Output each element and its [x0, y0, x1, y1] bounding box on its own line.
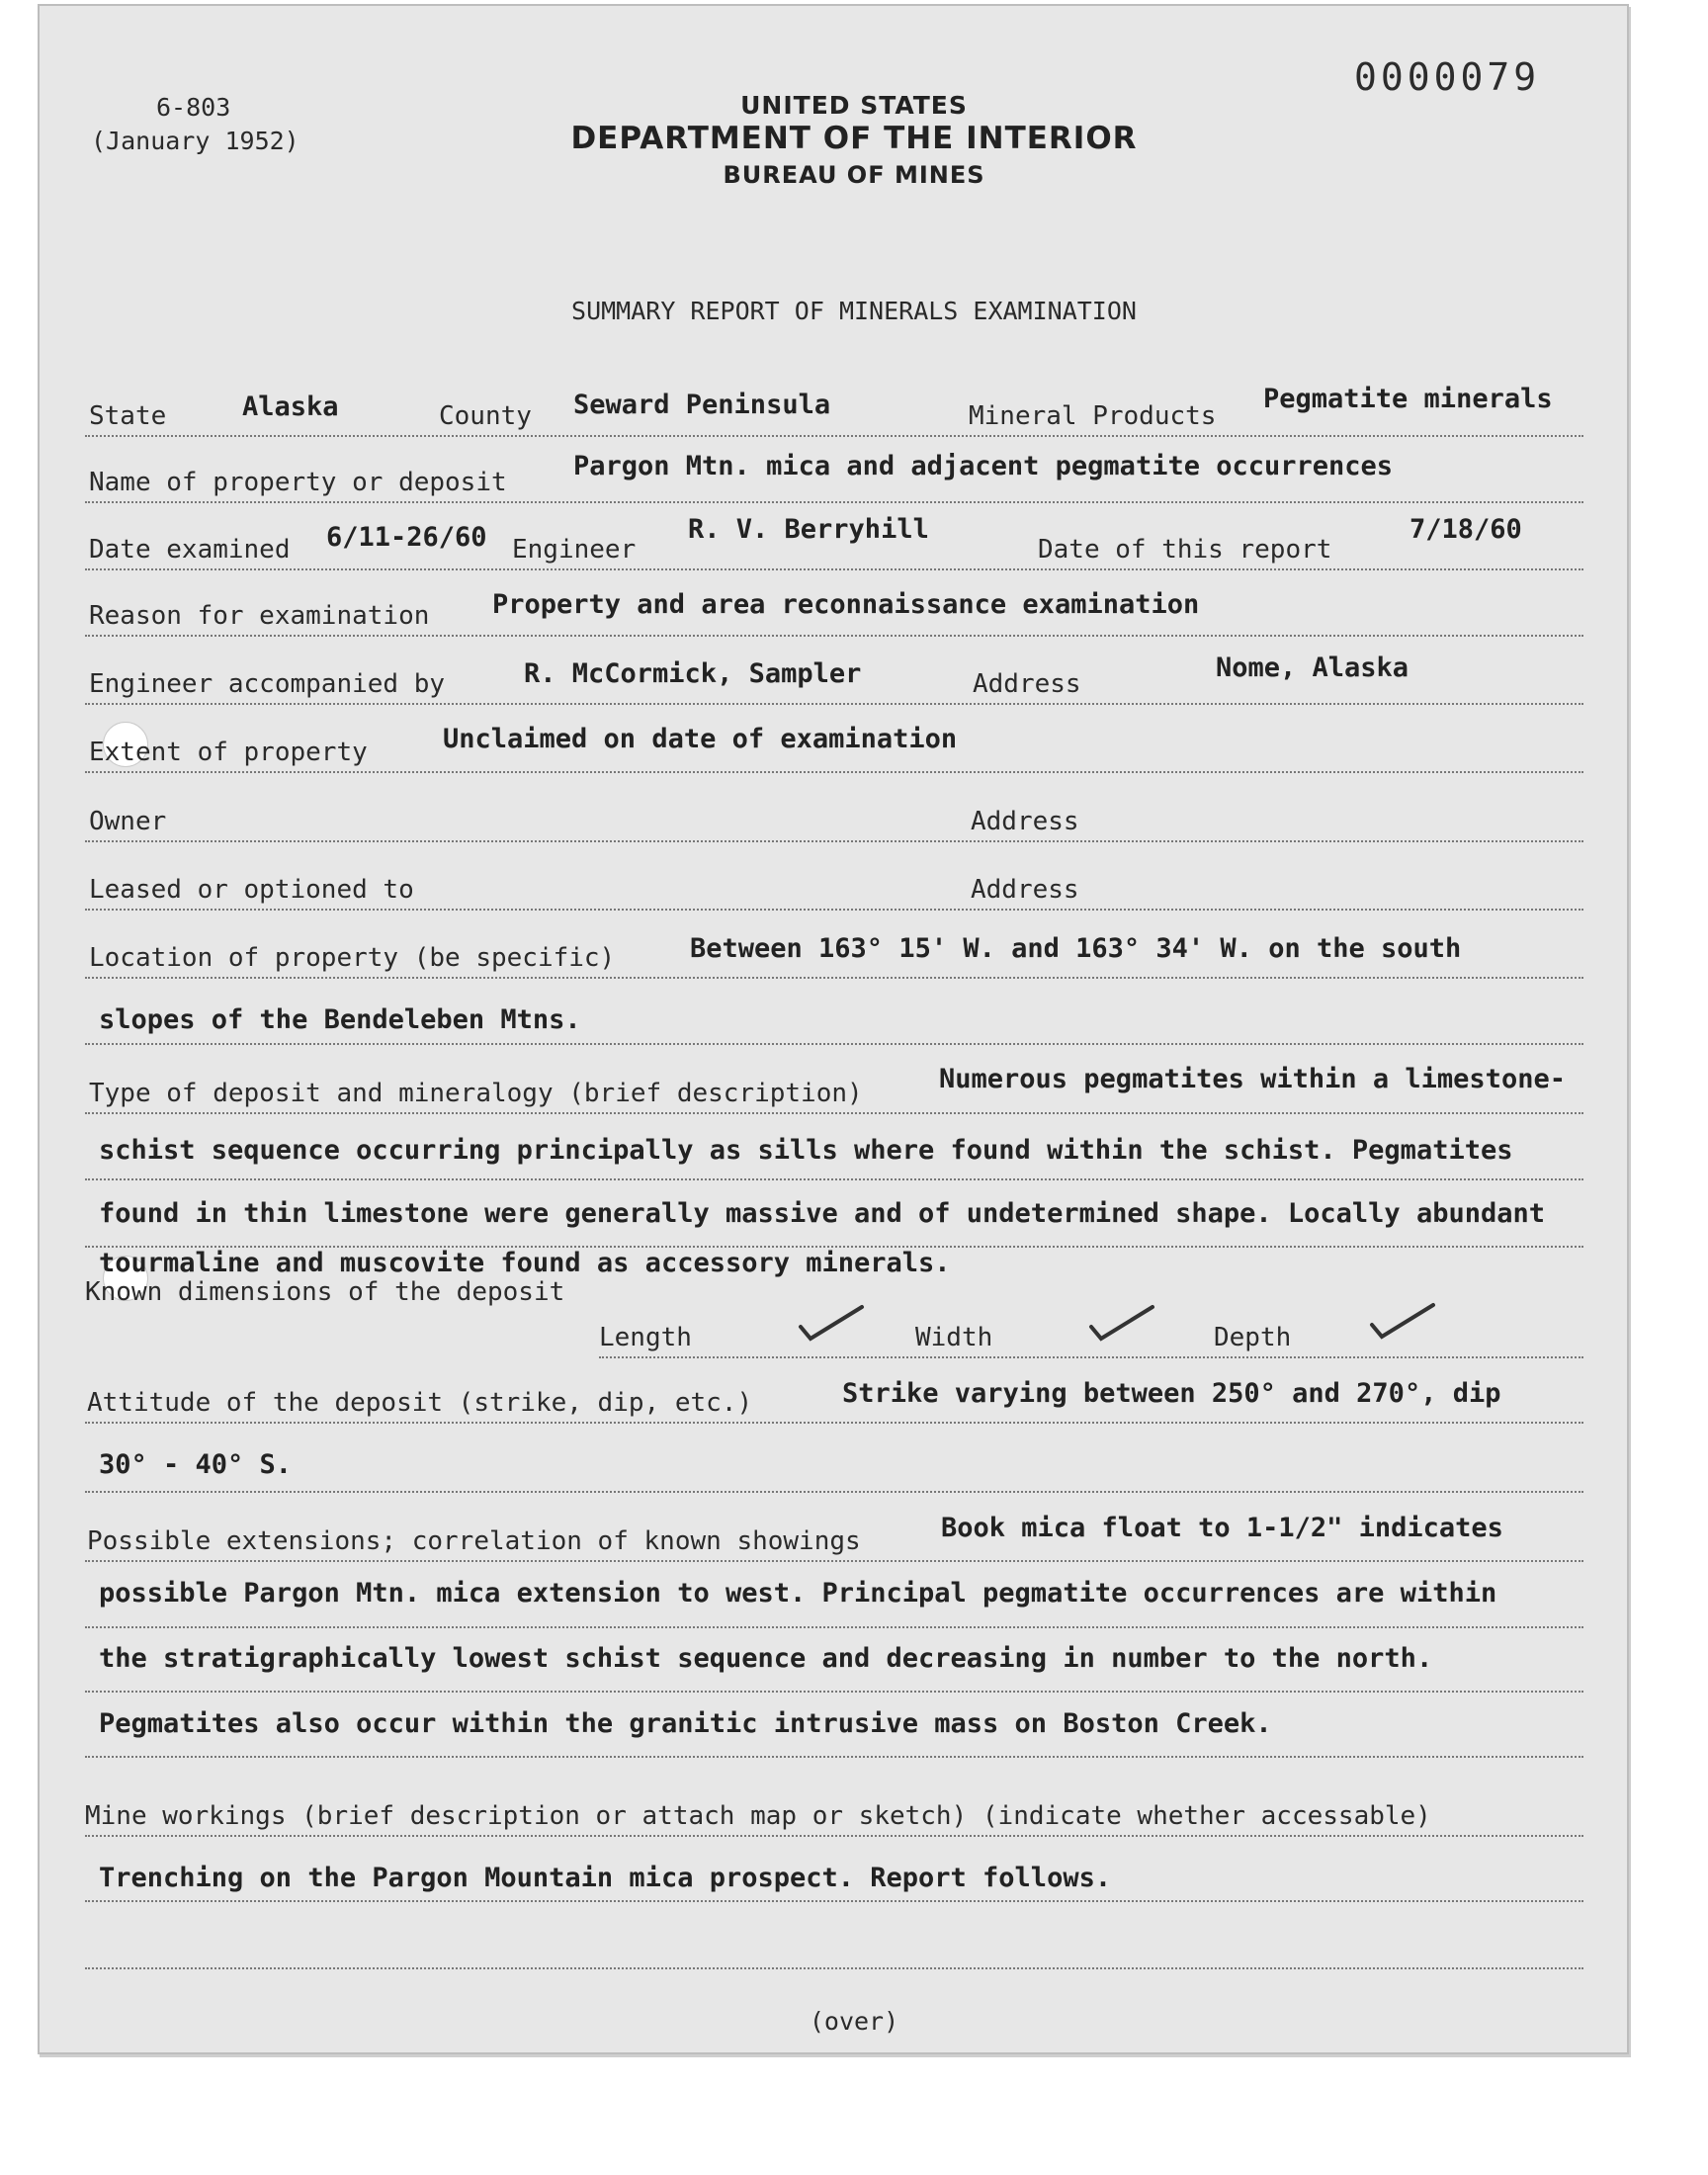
county-label: County [439, 401, 532, 431]
form-id: 6-803 [156, 93, 231, 122]
reason-value: Property and area reconnaissance examination [492, 589, 1200, 620]
accompanied-value: R. McCormick, Sampler [524, 658, 862, 689]
reason-label: Reason for examination [89, 601, 430, 631]
agency-line-1: UNITED STATES [740, 91, 968, 120]
owner-address-label: Address [971, 807, 1079, 836]
length-label: Length [599, 1323, 692, 1352]
agency-line-2: DEPARTMENT OF THE INTERIOR [570, 121, 1138, 156]
owner-label: Owner [89, 807, 167, 836]
row-workings-cont-2 [85, 1908, 1583, 1969]
location-value-1: Between 163° 15' W. and 163° 34' W. on the south [690, 933, 1462, 964]
attitude-label: Attitude of the deposit (strike, dip, etc.) [87, 1388, 753, 1418]
leased-address-label: Address [971, 875, 1079, 905]
attitude-value-1: Strike varying between 250° and 270°, dip [842, 1378, 1501, 1409]
engineer-value: R. V. Berryhill [688, 514, 929, 545]
row-leased [85, 849, 1583, 911]
type-value-1: Numerous pegmatites within a limestone- [939, 1064, 1566, 1094]
mineral-products-label: Mineral Products [969, 401, 1217, 431]
property-name-label: Name of property or deposit [89, 468, 507, 497]
extensions-value-1: Book mica float to 1-1/2" indicates [941, 1513, 1503, 1543]
leased-label: Leased or optioned to [89, 875, 414, 905]
form-revision-date: (January 1952) [91, 127, 299, 155]
date-of-report-label: Date of this report [1038, 535, 1332, 565]
county-value: Seward Peninsula [573, 390, 831, 420]
type-value-2: schist sequence occurring principally as sills where found within the schist. Pegmatites [99, 1135, 1513, 1166]
state-label: State [89, 401, 167, 431]
location-value-2: slopes of the Bendeleben Mtns. [99, 1004, 581, 1035]
dimensions-label: Known dimensions of the deposit [85, 1277, 565, 1307]
engineer-label: Engineer [512, 535, 637, 565]
width-check-icon [1087, 1303, 1156, 1343]
workings-value-1: Trenching on the Pargon Mountain mica prospect. Report follows. [99, 1863, 1112, 1893]
document-number: 0000079 [1354, 55, 1541, 99]
extent-value: Unclaimed on date of examination [443, 724, 958, 754]
agency-line-3: BUREAU OF MINES [723, 161, 985, 189]
width-label: Width [915, 1323, 993, 1352]
type-label: Type of deposit and mineralogy (brief description) [89, 1079, 863, 1108]
accompanied-address-label: Address [973, 669, 1081, 699]
workings-label: Mine workings (brief description or attach map or sketch) (indicate whether accessable) [85, 1801, 1431, 1831]
form-title: SUMMARY REPORT OF MINERALS EXAMINATION [571, 297, 1137, 325]
extensions-value-3: the stratigraphically lowest schist sequence and decreasing in number to the north. [99, 1643, 1433, 1674]
extensions-label: Possible extensions; correlation of known showings [87, 1526, 861, 1556]
length-check-icon [797, 1303, 866, 1343]
row-attitude-cont [85, 1432, 1583, 1493]
attitude-value-2: 30° - 40° S. [99, 1449, 293, 1480]
state-value: Alaska [242, 392, 339, 422]
property-name-value: Pargon Mtn. mica and adjacent pegmatite occurrences [573, 451, 1394, 481]
row-dimensions [85, 1246, 1583, 1305]
date-examined-value: 6/11-26/60 [326, 522, 487, 553]
location-label: Location of property (be specific) [89, 943, 616, 973]
accompanied-address-value: Nome, Alaska [1216, 652, 1409, 683]
page-footer-over: (over) [809, 2007, 899, 2036]
accompanied-label: Engineer accompanied by [89, 669, 446, 699]
date-of-report-value: 7/18/60 [1409, 514, 1522, 545]
type-value-3: found in thin limestone were generally massive and of undetermined shape. Locally abundant [99, 1198, 1545, 1229]
row-workings [85, 1776, 1583, 1837]
extensions-value-2: possible Pargon Mtn. mica extension to west. Principal pegmatite occurrences are within [99, 1578, 1497, 1609]
extensions-value-4: Pegmatites also occur within the granitic intrusive mass on Boston Creek. [99, 1708, 1272, 1739]
depth-check-icon [1368, 1301, 1437, 1341]
extent-label: Extent of property [89, 738, 368, 767]
date-examined-label: Date examined [89, 535, 291, 565]
mineral-products-value: Pegmatite minerals [1263, 384, 1553, 414]
depth-label: Depth [1214, 1323, 1292, 1352]
type-value-4: tourmaline and muscovite found as accessory minerals. [99, 1248, 951, 1278]
row-owner [85, 781, 1583, 842]
